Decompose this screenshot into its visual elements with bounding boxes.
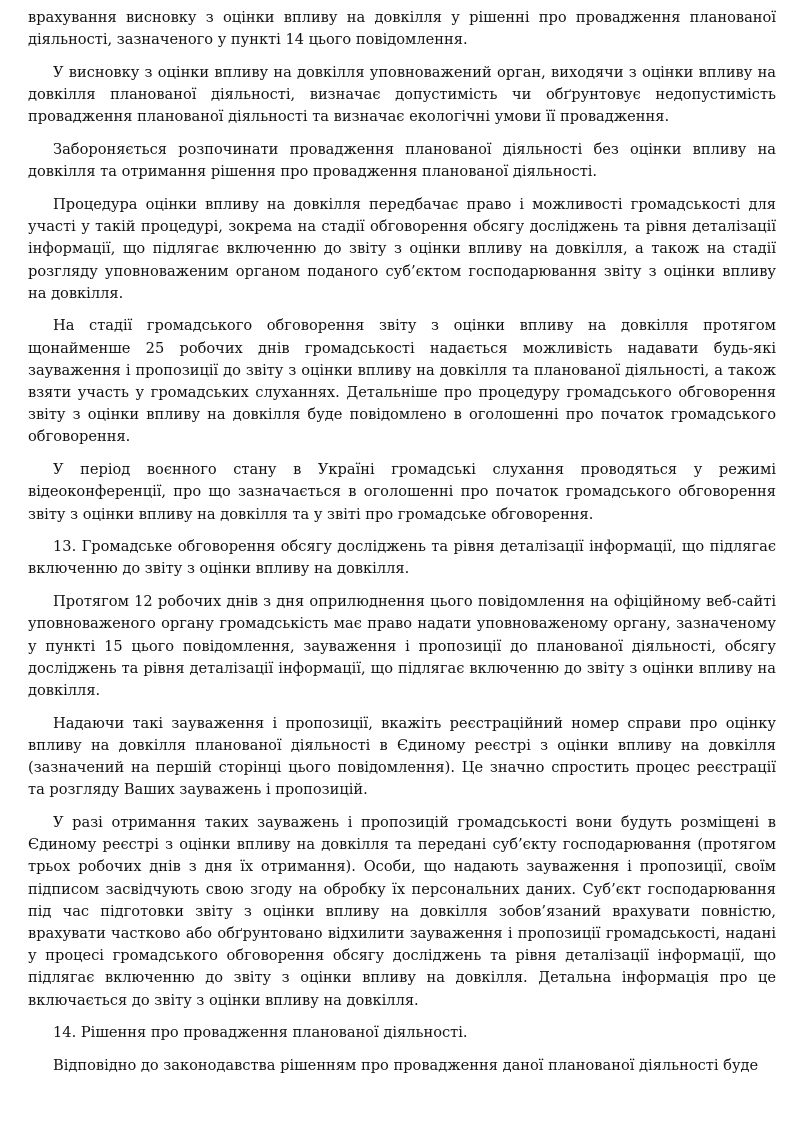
paragraph-procedure: Процедура оцінки впливу на довкілля передбачає право і можливості громадськості для участі у такій процедурі, зокрема на стадії обговорення обсягу досліджень та рівня деталізації інформації, що підлягає включенню до звіту з оцінки впливу на довкілля, а також на стадії розгляду уповноваженим органом поданого суб’єктом господарювання звіту з оцінки впливу на довкілля. [28, 195, 776, 302]
section-heading-14: 14. Рішення про провадження планованої діяльності. [53, 1024, 468, 1042]
paragraph-conclusion: У висновку з оцінки впливу на довкілля уповноважений орган, виходячи з оцінки впливу на довкілля планованої діяльності, визначає допустимість чи обґрунтовує недопустимість провадження планованої діяльності та визначає екологічні умови її провадження. [28, 63, 776, 126]
paragraph-martial-law: У період воєнного стану в Україні громадські слухання проводяться у режимі відеоконференції, про що зазначається в оголошенні про початок громадського обговорення звіту з оцінки впливу на довкілля та у звіті про громадське обговорення. [28, 461, 776, 523]
paragraph-prohibition: Забороняється розпочинати провадження планованої діяльності без оцінки впливу на довкілля та отримання рішення про провадження планованої діяльності. [28, 141, 776, 181]
paragraph-comments-handling: У разі отримання таких зауважень і пропозицій громадськості вони будуть розміщені в Єдиному реєстрі з оцінки впливу на довкілля та передані суб’єкту господарювання (протягом трьох робочих днів з дня їх отримання). Особи, що надають зауваження і пропозиції, своїм підписом засвідчують свою згоду на обробку їх персональних даних. Суб’єкт господарювання під час підготовки звіту з оцінки впливу на довкілля зобов’язаний врахувати повністю, врахувати частково або обґрунтовано відхилити зауваження і пропозиції громадськості, надані у процесі громадського обговорення обсягу досліджень та рівня деталізації інформації, що підлягає включенню до звіту з оцінки впливу на довкілля. Детальна інформація про це включається до звіту з оцінки впливу на довкілля. [28, 814, 776, 1009]
paragraph-registration-number: Надаючи такі зауваження і пропозиції, вкажіть реєстраційний номер справи про оцінку впливу на довкілля планованої діяльності в Єдиному реєстрі з оцінки впливу на довкілля (зазначений на першій сторінці цього повідомлення). Це значно спростить процес реєстрації та розгляду Ваших зауважень і пропозицій. [28, 714, 776, 799]
paragraph-decision: Відповідно до законодавства рішенням про провадження даної планованої діяльності буде [53, 1057, 759, 1075]
paragraph-public-discussion: На стадії громадського обговорення звіту з оцінки впливу на довкілля протягом щонайменше 25 робочих днів громадськості надається можливість надавати будь-які зауваження і пропозиції до звіту з оцінки впливу на довкілля та планованої діяльності, а також взяти участь у громадських слуханнях. Детальніше про процедуру громадського обговорення звіту з оцінки впливу на довкілля буде повідомлено в оголошенні про початок громадського обговорення. [28, 317, 776, 446]
paragraph-12-days: Протягом 12 робочих днів з дня оприлюднення цього повідомлення на офіційному веб-сайті уповноваженого органу громадськість має право надати уповноваженому органу, зазначеному у пункті 15 цього повідомлення, зауваження і пропозиції до планованої діяльності, обсягу досліджень та рівня деталізації інформації, що підлягає включенню до звіту з оцінки впливу на довкілля. [28, 593, 776, 699]
document-page [28, 7, 776, 1088]
section-heading-13: 13. Громадське обговорення обсягу досліджень та рівня деталізації інформації, що підлягає включенню до звіту з оцінки впливу на довкілля. [28, 538, 776, 578]
paragraph-continuation: врахування висновку з оцінки впливу на довкілля у рішенні про провадження планованої діяльності, зазначеного у пункті 14 цього повідомлення. [28, 9, 776, 49]
